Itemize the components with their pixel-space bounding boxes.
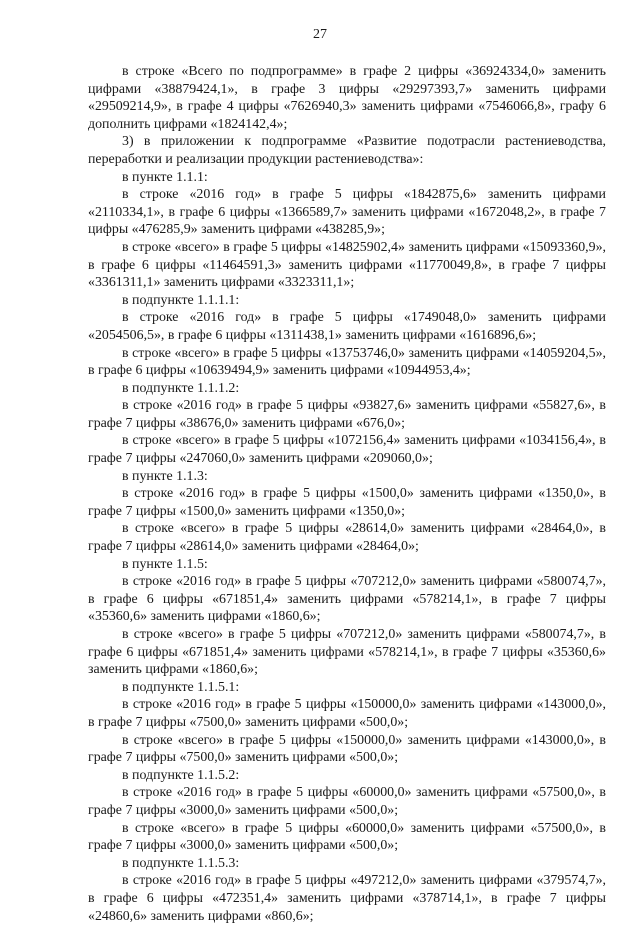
amendment-paragraph: в строке «всего» в графе 5 цифры «28614,0» заменить цифрами «28464,0», в графе 7 цифры «28614,0» заменить цифрами «28464,0»; <box>88 521 606 555</box>
section-heading: в пункте 1.1.5: <box>122 556 208 572</box>
amendment-paragraph: в строке «2016 год» в графе 5 цифры «93827,6» заменить цифрами «55827,6», в графе 7 цифры «38676,0» заменить цифрами «676,0»; <box>88 398 606 431</box>
section-heading: в пункте 1.1.1: <box>122 169 208 185</box>
section-heading: в пункте 1.1.3: <box>122 468 208 484</box>
amendment-paragraph: в строке «2016 год» в графе 5 цифры «150000,0» заменить цифрами «143000,0», в графе 7 цифры «7500,0» заменить цифрами «500,0»; <box>88 697 606 730</box>
amendment-paragraph: в строке «2016 год» в графе 5 цифры «1749048,0» заменить цифрами «2054506,5», в графе 6 цифры «1311438,1» заменить цифрами «1616896,6»; <box>88 310 606 343</box>
amendment-paragraph: в строке «всего» в графе 5 цифры «60000,0» заменить цифрами «57500,0», в графе 7 цифры «3000,0» заменить цифрами «500,0»; <box>88 820 606 854</box>
amendment-paragraph: в строке «2016 год» в графе 5 цифры «1842875,6» заменить цифрами «2110334,1», в графе 6 цифры «1366589,7» заменить цифрами «1672048,2», в графе 7 цифры «476285,9» заменить цифрами «438285,9»; <box>88 187 606 238</box>
amendment-paragraph: в строке «всего» в графе 5 цифры «14825902,4» заменить цифрами «15093360,9», в графе 6 цифры «11464591,3» заменить цифрами «11770049,8», в графе 7 цифры «3361311,1» заменить цифрами «3323311,1»; <box>88 239 606 291</box>
body-text <box>88 63 606 925</box>
amendment-paragraph: в строке «всего» в графе 5 цифры «13753746,0» заменить цифрами «14059204,5», в графе 6 цифры «10639494,9» заменить цифрами «10944953,4»; <box>88 345 606 379</box>
amendment-paragraph: в строке «2016 год» в графе 5 цифры «60000,0» заменить цифрами «57500,0», в графе 7 цифры «3000,0» заменить цифрами «500,0»; <box>88 785 606 818</box>
section-heading: в подпункте 1.1.5.1: <box>122 679 240 695</box>
amendment-paragraph: в строке «всего» в графе 5 цифры «150000,0» заменить цифрами «143000,0», в графе 7 цифры «7500,0» заменить цифрами «500,0»; <box>88 732 606 766</box>
section-heading: в подпункте 1.1.5.2: <box>122 767 240 783</box>
amendment-paragraph: 3) в приложении к подпрограмме «Развитие подотрасли растениеводства, переработки и реализации продукции растениеводства»: <box>88 134 606 167</box>
section-heading: в подпункте 1.1.1.1: <box>122 292 240 308</box>
section-heading: в подпункте 1.1.1.2: <box>122 380 240 396</box>
section-heading: в подпункте 1.1.5.3: <box>122 855 240 871</box>
amendment-paragraph: в строке «всего» в графе 5 цифры «1072156,4» заменить цифрами «1034156,4», в графе 7 цифры «247060,0» заменить цифрами «209060,0»; <box>88 433 606 467</box>
amendment-paragraph: в строке «Всего по подпрограмме» в графе 2 цифры «36924334,0» заменить цифрами «38879424,1», в графе 3 цифры «29297393,7» заменить цифрами «29509214,9», в графе 4 цифры «7626940,3» заменить цифрами «7546066,8», графу 6 дополнить цифрами «1824142,4»; <box>88 64 606 132</box>
amendment-paragraph: в строке «2016 год» в графе 5 цифры «497212,0» заменить цифрами «379574,7», в графе 6 цифры «472351,4» заменить цифрами «378714,1», в графе 7 цифры «24860,6» заменить цифрами «860,6»; <box>88 873 606 924</box>
page-number: 27 <box>313 27 327 42</box>
amendment-paragraph: в строке «всего» в графе 5 цифры «707212,0» заменить цифрами «580074,7», в графе 6 цифры «671851,4» заменить цифрами «578214,1», в графе 7 цифры «35360,6» заменить цифрами «1860,6»; <box>88 627 606 678</box>
amendment-paragraph: в строке «2016 год» в графе 5 цифры «1500,0» заменить цифрами «1350,0», в графе 7 цифры «1500,0» заменить цифрами «1350,0»; <box>88 486 606 519</box>
amendment-paragraph: в строке «2016 год» в графе 5 цифры «707212,0» заменить цифрами «580074,7», в графе 6 цифры «671851,4» заменить цифрами «578214,1», в графе 7 цифры «35360,6» заменить цифрами «1860,6»; <box>88 574 606 625</box>
